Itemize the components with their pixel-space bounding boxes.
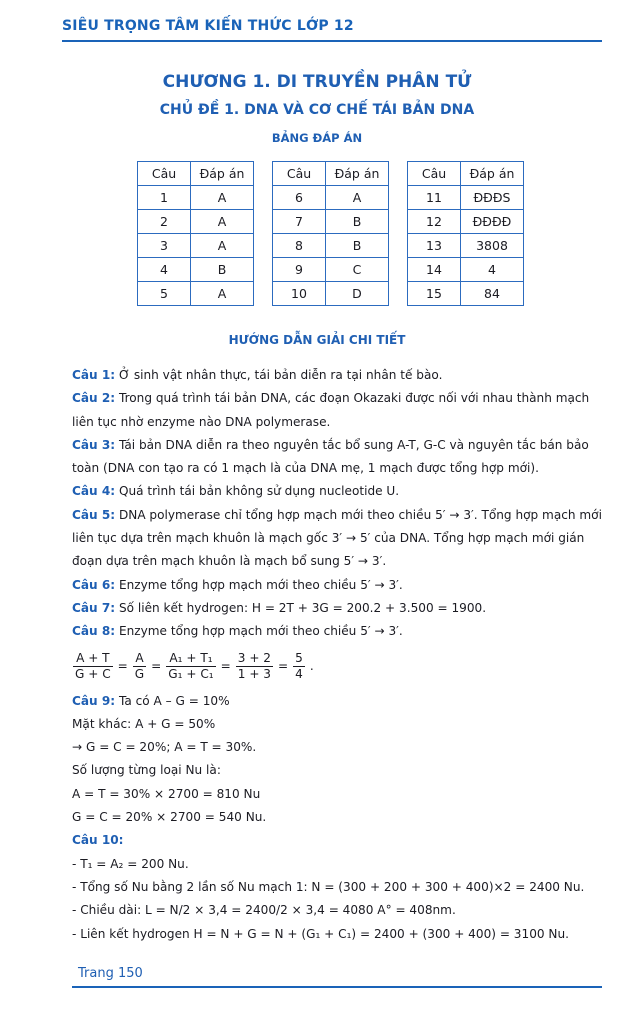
table-row xyxy=(138,282,254,306)
solution-line: Số lượng từng loại Nu là: xyxy=(72,763,221,778)
question-number: 8 xyxy=(273,234,326,258)
fraction xyxy=(293,651,305,682)
question-label: Câu 8: xyxy=(72,624,116,639)
solution-line: - Tổng số Nu bằng 2 lần số Nu mạch 1: N = (300 + 200 + 300 + 400)×2 = 2400 Nu. xyxy=(72,879,585,894)
solution-line: - Chiều dài: L = N/2 × 3,4 = 2400/2 × 3,4 = 4080 A° = 408nm. xyxy=(72,903,456,918)
table-row xyxy=(273,186,389,210)
column-header: Đáp án xyxy=(191,162,254,186)
denominator: 1 + 3 xyxy=(237,667,271,682)
chapter-title: CHƯƠNG 1. DI TRUYỀN PHÂN TỬ xyxy=(162,72,472,92)
question-label: Câu 4: xyxy=(72,484,116,499)
solution-3 xyxy=(72,434,602,481)
equals-sign: = xyxy=(220,658,231,673)
equals-sign: = xyxy=(278,658,289,673)
question-number: 14 xyxy=(408,258,461,282)
numerator: 5 xyxy=(295,651,303,666)
denominator: 4 xyxy=(295,667,303,682)
table-row xyxy=(138,186,254,210)
question-number: 2 xyxy=(138,210,191,234)
question-number: 13 xyxy=(408,234,461,258)
solution-text: Enzyme tổng hợp mạch mới theo chiều 5′ → 3′. xyxy=(115,624,403,639)
denominator: G₁ + C₁ xyxy=(168,667,214,682)
solution-text: Ở sinh vật nhân thực, tái bản diễn ra tại nhân tế bào. xyxy=(115,368,443,382)
solution-8 xyxy=(72,620,602,643)
answer-value: C xyxy=(326,258,389,282)
equals-sign: = xyxy=(151,658,162,673)
page-number: Trang 150 xyxy=(78,966,143,981)
table-row xyxy=(408,210,524,234)
solution-line: Mặt khác: A + G = 50% xyxy=(72,716,216,731)
answer-value: ĐĐĐĐ xyxy=(461,210,524,234)
fraction xyxy=(73,651,113,682)
solution-10 xyxy=(72,829,602,852)
period: . xyxy=(309,658,314,673)
answer-value: B xyxy=(326,210,389,234)
question-number: 4 xyxy=(138,258,191,282)
answer-value: 4 xyxy=(461,258,524,282)
solution-1 xyxy=(72,364,602,387)
solution-2 xyxy=(72,387,602,434)
solution-9 xyxy=(72,690,602,713)
answer-value: A xyxy=(191,282,254,306)
question-number: 5 xyxy=(138,282,191,306)
question-number: 12 xyxy=(408,210,461,234)
fraction xyxy=(236,651,273,682)
solution-text: Quá trình tái bản không sử dụng nucleotide U. xyxy=(115,484,400,499)
solution-text: Số liên kết hydrogen: H = 2T + 3G = 200.2 + 3.500 = 1900. xyxy=(115,600,487,615)
table-row xyxy=(273,234,389,258)
answer-value: A xyxy=(191,234,254,258)
column-header: Câu xyxy=(273,162,326,186)
table-row xyxy=(273,282,389,306)
denominator: G + C xyxy=(75,667,111,682)
question-number: 1 xyxy=(138,186,191,210)
answer-value: A xyxy=(326,186,389,210)
solution-line: → G = C = 20%; A = T = 30%. xyxy=(72,740,257,755)
solution-4 xyxy=(72,480,602,503)
answer-value: 3808 xyxy=(461,234,524,258)
solution-line: A = T = 30% × 2700 = 810 Nu xyxy=(72,786,261,801)
solution-line: - T₁ = A₂ = 200 Nu. xyxy=(72,856,189,871)
question-number: 6 xyxy=(273,186,326,210)
denominator: G xyxy=(134,667,145,682)
question-label: Câu 6: xyxy=(72,577,116,592)
question-number: 15 xyxy=(408,282,461,306)
ratio-equation xyxy=(72,644,602,690)
numerator: 3 + 2 xyxy=(237,651,271,666)
table-row xyxy=(273,210,389,234)
table-row xyxy=(408,282,524,306)
numerator: A + T xyxy=(73,651,113,667)
equals-sign: = xyxy=(117,658,128,673)
table-row xyxy=(408,186,524,210)
fraction xyxy=(166,651,215,682)
topic-title: CHỦ ĐỀ 1. DNA VÀ CƠ CHẾ TÁI BẢN DNA xyxy=(159,102,475,118)
question-label: Câu 5: xyxy=(72,507,116,522)
solution-text: Ta có A – G = 10% xyxy=(115,693,230,708)
fraction xyxy=(133,651,146,682)
question-label: Câu 10: xyxy=(72,833,124,848)
numerator: A xyxy=(133,651,146,667)
question-label: Câu 3: xyxy=(72,437,116,452)
solution-text: DNA polymerase chỉ tổng hợp mạch mới theo chiều 5′ → 3′. Tổng hợp mạch mới liên tục dựa trên mạch khuôn là mạch gốc 3′ → 5′ của DNA. Tổng hợp mạch mới gián đoạn dựa trên mạch khuôn là mạch bổ sung 5′ → 3′. xyxy=(72,507,602,569)
column-header: Câu xyxy=(408,162,461,186)
solution-5 xyxy=(72,504,602,574)
column-header: Câu xyxy=(138,162,191,186)
table-row xyxy=(138,258,254,282)
answer-table-1 xyxy=(137,161,254,306)
answer-value: D xyxy=(326,282,389,306)
answer-value: ĐĐĐS xyxy=(461,186,524,210)
header-rule xyxy=(62,40,602,42)
answer-value: 84 xyxy=(461,282,524,306)
answer-value: B xyxy=(326,234,389,258)
question-label: Câu 2: xyxy=(72,391,116,406)
solution-text: Enzyme tổng hợp mạch mới theo chiều 5′ → 3′. xyxy=(115,577,403,592)
table-row xyxy=(408,234,524,258)
detail-title: HƯỚNG DẪN GIẢI CHI TIẾT xyxy=(228,333,406,347)
answer-table-2 xyxy=(272,161,389,306)
numerator: A₁ + T₁ xyxy=(166,651,215,667)
solutions-body xyxy=(72,364,602,946)
answer-value: A xyxy=(191,186,254,210)
answer-value: B xyxy=(191,258,254,282)
solution-text: Trong quá trình tái bản DNA, các đoạn Okazaki được nối với nhau thành mạch liên tục nhờ enzyme nào DNA polymerase. xyxy=(72,391,590,429)
question-number: 11 xyxy=(408,186,461,210)
column-header: Đáp án xyxy=(326,162,389,186)
solution-6 xyxy=(72,574,602,597)
question-label: Câu 7: xyxy=(72,600,116,615)
solution-text: Tái bản DNA diễn ra theo nguyên tắc bổ sung A-T, G-C và nguyên tắc bán bảo toàn (DNA con tạo ra có 1 mạch là của DNA mẹ, 1 mạch được tổng hợp mới). xyxy=(72,437,589,476)
table-row xyxy=(273,258,389,282)
answer-table-3 xyxy=(407,161,524,306)
column-header: Đáp án xyxy=(461,162,524,186)
question-label: Câu 1: xyxy=(72,368,116,382)
question-number: 3 xyxy=(138,234,191,258)
table-row xyxy=(408,258,524,282)
answers-title: BẢNG ĐÁP ÁN xyxy=(271,131,363,145)
solution-7 xyxy=(72,597,602,620)
solution-line: - Liên kết hydrogen H = N + G = N + (G₁ + C₁) = 2400 + (300 + 400) = 3100 Nu. xyxy=(72,926,569,941)
question-label: Câu 9: xyxy=(72,693,116,708)
solution-line: G = C = 20% × 2700 = 540 Nu. xyxy=(72,810,267,825)
question-number: 7 xyxy=(273,210,326,234)
answer-value: A xyxy=(191,210,254,234)
table-row xyxy=(138,210,254,234)
footer-rule xyxy=(72,986,602,988)
question-number: 9 xyxy=(273,258,326,282)
question-number: 10 xyxy=(273,282,326,306)
table-row xyxy=(138,234,254,258)
header-title: SIÊU TRỌNG TÂM KIẾN THỨC LỚP 12 xyxy=(62,18,354,34)
